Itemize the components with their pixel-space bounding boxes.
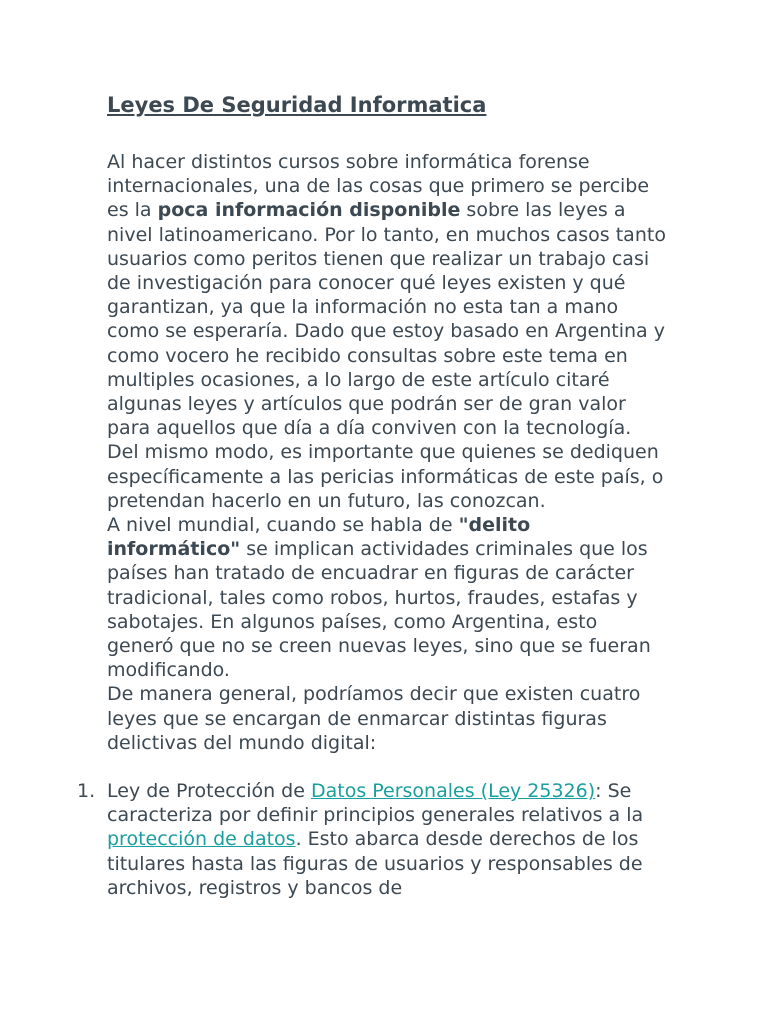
paragraph-intro-text-2: sobre las leyes a nivel latinoamericano. Por lo tanto, en muchos casos tanto usuarios como peritos tienen que realizar un trabajo casi de investigación para conocer qué leyes existen y qué garantizan, ya que la información no esta tan a mano como se esperaría. Dado que estoy basado en Argentina y como vocero he recibido consultas sobre este tema en multiples ocasiones, a lo largo de este artículo citaré algunas leyes y artículos que podrán ser de gran valor para aquellos que día a día conviven con la tecnología. Del mismo modo, es importante que quienes se dediquen específicamente a las pericias informáticas de este país, o pretendan hacerlo en un futuro, las conozcan.	[107, 199, 666, 512]
document-body	[77, 90, 667, 900]
paragraph-intro-bold: poca información disponible	[157, 199, 461, 222]
datos-personales-link[interactable]: Datos Personales (Ley 25326)	[310, 780, 596, 803]
paragraph-delito-text-1: A nivel mundial, cuando se habla de	[107, 514, 459, 537]
paragraph-delito-bold: "delito informático"	[107, 514, 531, 561]
list-item-text-2: : Se caracteriza por definir principios generales relativos a la	[107, 780, 644, 827]
intro-block	[107, 150, 667, 755]
paragraph-general: De manera general, podríamos decir que existen cuatro leyes que se encargan de enmarcar distintas figuras delictivas del mundo digital:	[107, 683, 641, 754]
laws-list	[77, 779, 667, 900]
list-item-text-3: . Esto abarca desde derechos de los titulares hasta las figuras de usuarios y responsables de archivos, registros y bancos de	[107, 828, 643, 899]
list-item-number: 1.	[77, 780, 96, 803]
paragraph-delito-text-2: se implican actividades criminales que los países han tratado de encuadrar en figuras de carácter tradicional, tales como robos, hurtos, fraudes, estafas y sabotajes. En algunos países, como Argentina, esto generó que no se creen nuevas leyes, sino que se fueran modificando.	[107, 538, 651, 682]
list-item-text-1: Ley de Protección de	[107, 780, 311, 803]
proteccion-datos-link[interactable]: protección de datos	[107, 828, 296, 851]
paragraph-intro-text-1: Al hacer distintos cursos sobre informática forense internacionales, una de las cosas que primero se percibe es la	[107, 151, 650, 222]
list-item	[77, 779, 667, 900]
paragraph-intro	[107, 150, 667, 513]
paragraph-delito	[107, 513, 667, 682]
page-title: Leyes De Seguridad Informatica	[107, 93, 487, 117]
